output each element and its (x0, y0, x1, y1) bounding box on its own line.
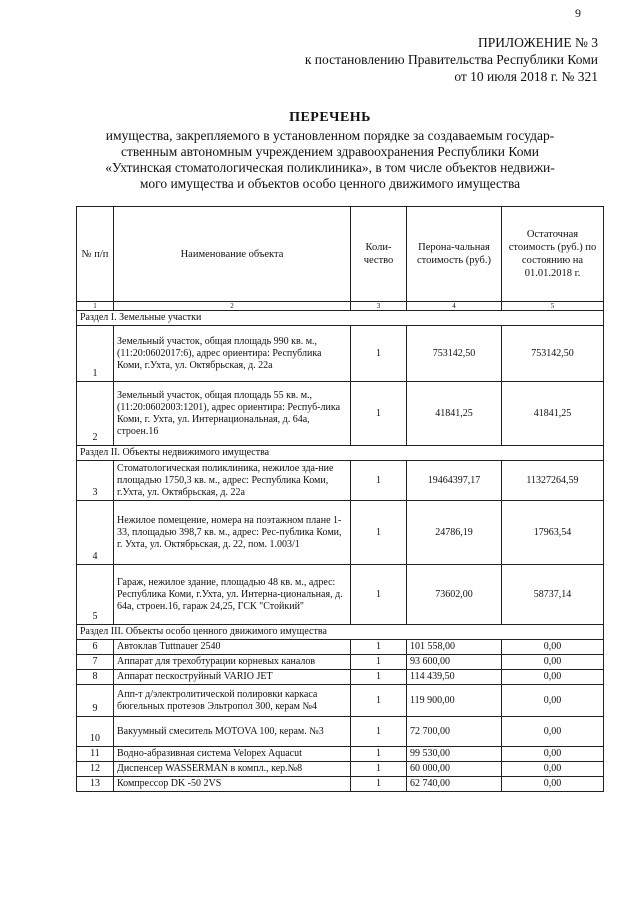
cell-initial: 119 900,00 (407, 685, 502, 717)
cell-residual: 0,00 (502, 670, 604, 685)
appendix-line-1: ПРИЛОЖЕНИЕ № 3 (477, 35, 598, 50)
cell-no: 11 (77, 747, 114, 762)
cell-qty: 1 (351, 747, 407, 762)
cell-initial: 24786,19 (407, 501, 502, 565)
cell-initial: 73602,00 (407, 565, 502, 625)
cell-qty: 1 (351, 461, 407, 501)
table-row (77, 762, 604, 777)
cell-qty: 1 (351, 501, 407, 565)
table-row (77, 685, 604, 717)
cell-residual: 0,00 (502, 655, 604, 670)
section-title: Раздел II. Объекты недвижимого имущества (77, 446, 604, 461)
subtitle-line-1: имущества, закрепляемого в установленном порядке за создаваемым государ- (105, 128, 555, 143)
cell-name: Компрессор DK -50 2VS (114, 777, 351, 792)
cell-name: Вакуумный смеситель MOTOVA 100, керам. №3 (114, 717, 351, 747)
cell-residual: 41841,25 (502, 382, 604, 446)
cell-initial: 60 000,00 (407, 762, 502, 777)
header-initial-cost: Перона-чальная стоимость (руб.) (407, 207, 502, 302)
cell-initial: 114 439,50 (407, 670, 502, 685)
cell-residual: 753142,50 (502, 326, 604, 382)
cell-initial: 41841,25 (407, 382, 502, 446)
cell-no: 1 (77, 326, 114, 382)
cell-no: 4 (77, 501, 114, 565)
col-number: 5 (502, 302, 604, 311)
cell-initial: 62 740,00 (407, 777, 502, 792)
table-row (77, 565, 604, 625)
cell-initial: 101 558,00 (407, 640, 502, 655)
cell-residual: 0,00 (502, 717, 604, 747)
cell-name: Диспенсер WASSERMAN в компл., кер.№8 (114, 762, 351, 777)
cell-qty: 1 (351, 655, 407, 670)
table-row (77, 326, 604, 382)
cell-initial: 753142,50 (407, 326, 502, 382)
cell-residual: 17963,54 (502, 501, 604, 565)
cell-name: Гараж, нежилое здание, площадью 48 кв. м., адрес: Республика Коми, г.Ухта, ул. Интерна-циональная, д. 64а, строен.16, гараж 24,25, ГСК "Стойкий" (114, 565, 351, 625)
cell-no: 6 (77, 640, 114, 655)
table-row (77, 382, 604, 446)
table-row (77, 640, 604, 655)
cell-no: 12 (77, 762, 114, 777)
appendix-header (305, 34, 598, 85)
section-title: Раздел I. Земельные участки (77, 311, 604, 326)
cell-name: Водно-абразивная система Velopex Aquacut (114, 747, 351, 762)
table-row (77, 501, 604, 565)
cell-no: 9 (77, 685, 114, 717)
document-subtitle (60, 128, 600, 192)
appendix-line-2: к постановлению Правительства Республики Коми (304, 52, 598, 67)
header-qty: Коли-чество (351, 207, 407, 302)
cell-qty: 1 (351, 640, 407, 655)
cell-qty: 1 (351, 382, 407, 446)
cell-residual: 0,00 (502, 762, 604, 777)
page-number: 9 (575, 6, 581, 20)
cell-initial: 19464397,17 (407, 461, 502, 501)
cell-no: 7 (77, 655, 114, 670)
cell-qty: 1 (351, 565, 407, 625)
cell-qty: 1 (351, 717, 407, 747)
cell-qty: 1 (351, 685, 407, 717)
table-row (77, 777, 604, 792)
cell-name: Земельный участок, общая площадь 55 кв. м., (11:20:0602003:1201), адрес ориентира: Респуб-лика Коми, г. Ухта, ул. Интернациональная, д. 64а, строен.16 (114, 382, 351, 446)
col-number: 2 (114, 302, 351, 311)
section-row (77, 311, 604, 326)
header-name: Наименование объекта (114, 207, 351, 302)
cell-name: Земельный участок, общая площадь 990 кв. м., (11:20:0602017:6), адрес ориентира: Республика Коми, г.Ухта, ул. Октябрьская, д. 22а (114, 326, 351, 382)
cell-residual: 0,00 (502, 640, 604, 655)
table-row (77, 670, 604, 685)
cell-no: 2 (77, 382, 114, 446)
cell-residual: 11327264,59 (502, 461, 604, 501)
cell-qty: 1 (351, 326, 407, 382)
cell-qty: 1 (351, 670, 407, 685)
title-block (60, 110, 600, 192)
table-row (77, 747, 604, 762)
header-residual-cost: Остаточная стоимость (руб.) по состоянию на 01.01.2018 г. (502, 207, 604, 302)
cell-residual: 0,00 (502, 747, 604, 762)
property-table (76, 206, 604, 792)
section-row (77, 625, 604, 640)
cell-qty: 1 (351, 777, 407, 792)
subtitle-line-3: «Ухтинская стоматологическая поликлиника», в том числе объектов недвижи- (105, 160, 555, 175)
section-title: Раздел III. Объекты особо ценного движимого имущества (77, 625, 604, 640)
subtitle-line-2: ственным автономным учреждением здравоохранения Республики Коми (121, 144, 539, 159)
header-no: № п/п (77, 207, 114, 302)
appendix-line-3: от 10 июля 2018 г. № 321 (454, 69, 598, 84)
subtitle-line-4: мого имущества и объектов особо ценного движимого имущества (139, 176, 521, 191)
cell-qty: 1 (351, 762, 407, 777)
cell-no: 3 (77, 461, 114, 501)
cell-no: 8 (77, 670, 114, 685)
cell-residual: 58737,14 (502, 565, 604, 625)
table-row (77, 655, 604, 670)
cell-name: Стоматологическая поликлиника, нежилое зда-ние площадью 1750,3 кв. м., адрес: Республика Коми, г.Ухта, ул. Октябрьская, д. 22а (114, 461, 351, 501)
cell-initial: 93 600,00 (407, 655, 502, 670)
cell-residual: 0,00 (502, 685, 604, 717)
cell-name: Аппарат пескоструйный VARIO JET (114, 670, 351, 685)
cell-no: 10 (77, 717, 114, 747)
cell-initial: 72 700,00 (407, 717, 502, 747)
section-row (77, 446, 604, 461)
cell-name: Аппарат для трехобтурации корневых каналов (114, 655, 351, 670)
col-number: 3 (351, 302, 407, 311)
column-number-row (77, 302, 604, 311)
cell-name: Нежилое помещение, номера на поэтажном плане 1-33, площадью 398,7 кв. м., адрес: Рес-публика Коми, г. Ухта, ул. Октябрьская, д. 22, пом. 1.003/1 (114, 501, 351, 565)
col-number: 4 (407, 302, 502, 311)
table-row (77, 461, 604, 501)
document-title: ПЕРЕЧЕНЬ (289, 110, 371, 125)
cell-name: Апп-т д/электролитической полировки каркаса бюгельных протезов Эльтропол 300, керам №4 (114, 685, 351, 717)
cell-no: 5 (77, 565, 114, 625)
cell-name: Автоклав Tuttnauer 2540 (114, 640, 351, 655)
cell-initial: 99 530,00 (407, 747, 502, 762)
col-number: 1 (77, 302, 114, 311)
cell-residual: 0,00 (502, 777, 604, 792)
table-row (77, 717, 604, 747)
table-header-row (77, 207, 604, 302)
cell-no: 13 (77, 777, 114, 792)
